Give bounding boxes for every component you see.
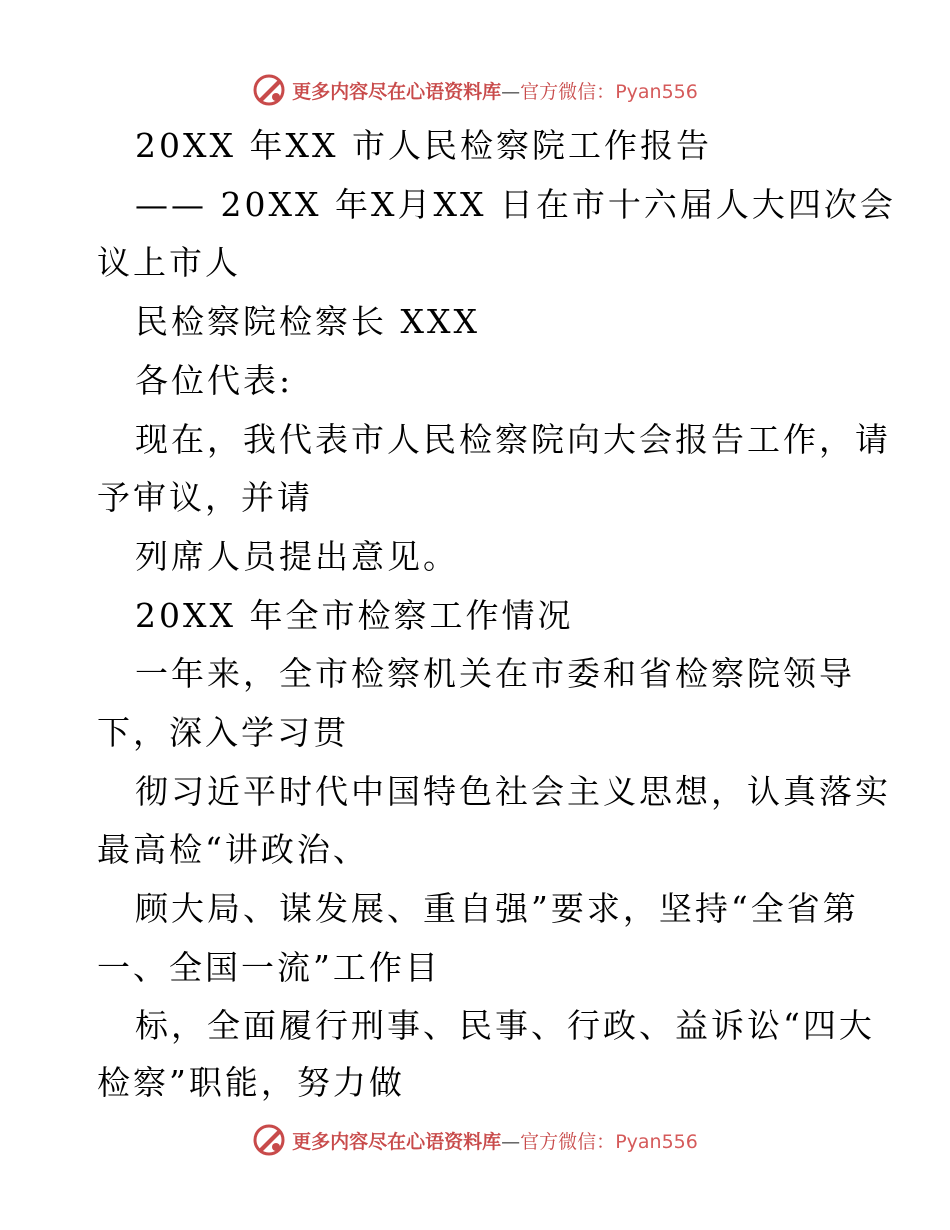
salutation: 各位代表: xyxy=(135,361,294,400)
header-banner-text: 更多内容尽在心语资料库—官方微信：Pyan556 xyxy=(292,80,698,103)
body-line: 最高检“讲政治、 xyxy=(97,830,369,869)
report-subtitle: —— 20XX 年X月XX 日在市十六届人大四次会 xyxy=(135,185,896,224)
footer-banner-text: 更多内容尽在心语资料库—官方微信：Pyan556 xyxy=(292,1130,698,1153)
section-heading: 20XX 年全市检察工作情况 xyxy=(135,596,574,635)
body-line: 检察”职能，努力做 xyxy=(97,1063,405,1102)
report-subtitle-cont: 议上市人 xyxy=(97,243,241,282)
body-line: 下，深入学习贯 xyxy=(97,713,349,752)
body-line: 彻习近平时代中国特色社会主义思想，认真落实 xyxy=(135,772,891,811)
report-author: 民检察院检察长 XXX xyxy=(135,302,480,341)
body-line: 列席人员提出意见。 xyxy=(135,537,459,576)
header-watermark-banner xyxy=(0,70,950,110)
body-line: 现在，我代表市人民检察院向大会报告工作，请 xyxy=(135,420,891,459)
body-line: 一、全国一流”工作目 xyxy=(97,948,441,987)
report-title: 20XX 年XX 市人民检察院工作报告 xyxy=(135,126,712,165)
brand-logo-icon xyxy=(252,73,286,107)
body-line: 予审议，并请 xyxy=(97,478,313,517)
body-line: 一年来，全市检察机关在市委和省检察院领导 xyxy=(135,654,855,693)
brand-logo-icon xyxy=(252,1123,286,1157)
footer-watermark-banner xyxy=(0,1120,950,1160)
body-line: 顾大局、谋发展、重自强”要求，坚持“全省第 xyxy=(135,889,859,928)
body-line: 标，全面履行刑事、民事、行政、益诉讼“四大 xyxy=(135,1006,875,1045)
